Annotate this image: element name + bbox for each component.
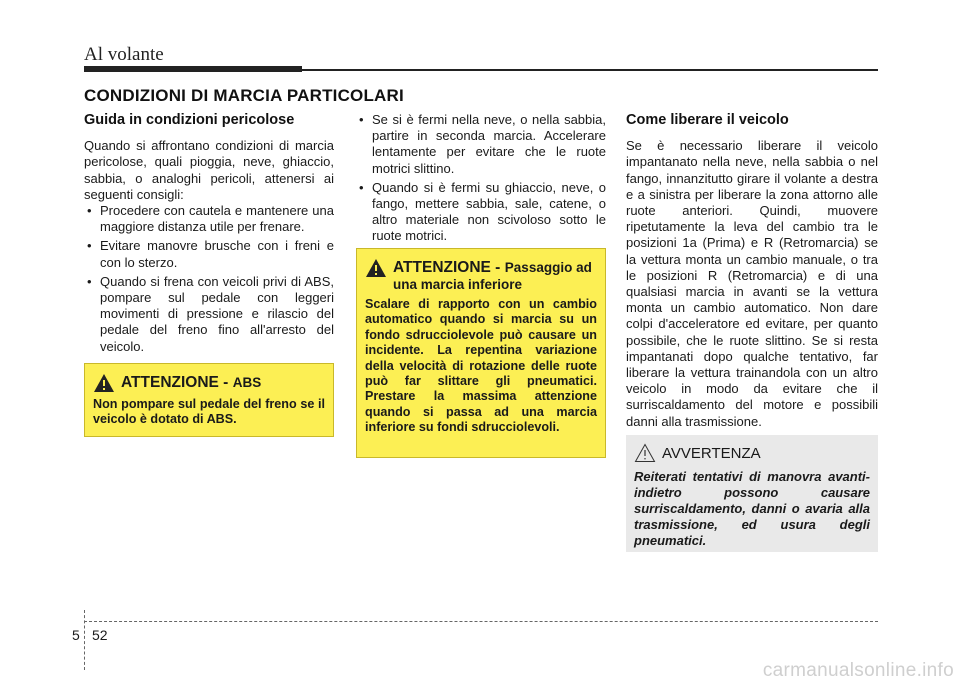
column2-bullet-list (356, 112, 606, 245)
note-title-row (634, 445, 870, 463)
list-item: • Se si è fermi nella neve, o nella sabbia, partire in seconda marcia. Accelerare lentamente per evitare che le ruote motrici slittino. (356, 112, 606, 177)
warning-title-main: ATTENZIONE - (121, 374, 229, 391)
column3-heading: Come liberare il veicolo (626, 112, 789, 128)
column-1 (84, 112, 334, 358)
note-body: Reiterati tentativi di manovra avanti-indietro possono causare surriscaldamento, danni o avaria alla trasmissione, ed usura degli pneumatici. (634, 469, 870, 548)
column-2 (356, 112, 606, 248)
column1-intro: Quando si affrontano condizioni di marcia pericolose, quali pioggia, neve, ghiaccio, sabbia, o analoghi pericoli, attenersi ai seguenti consigli: (84, 138, 334, 202)
caution-triangle-icon (634, 443, 656, 463)
warning-title-sub: ABS (232, 375, 262, 390)
chapter-number: 5 (72, 627, 80, 643)
warning-body: Scalare di rapporto con un cambio automatico quando si marcia su un fondo sdrucciolevole può causare un incidente. La repentina variazione della velocità di rotazione delle ruote può far slittare gli pneumatici. Prestare la massima attenzione quando si passa ad una marcia inferiore su fondi sdrucciolevoli. (365, 297, 597, 435)
column1-heading: Guida in condizioni pericolose (84, 112, 295, 128)
warning-triangle-icon (93, 373, 115, 393)
warning-title-main: ATTENZIONE - (393, 259, 501, 276)
header-rule-thin (302, 69, 878, 71)
crop-mark-horizontal (84, 621, 878, 622)
column-3 (626, 112, 878, 430)
header-rule-thick (84, 66, 302, 72)
column3-body: Se è necessario liberare il veicolo impantanato nella neve, nella sabbia o nel fango, innanzitutto girare il volante a destra e a sinistra per liberare la zona attorno alle ruote anteriori. Quindi, muovere ripetutamente la leva del cambio tra le posizioni 1a (Prima) e R (Retromarcia) se la vettura monta un cambio manuale, o tra le posizioni R (Retromarcia) e di una qualsiasi marcia in avanti se la vettura monta un cambio automatico. Non dare colpi d'acceleratore ed evitare, per quanto possibile, che le ruote slittino. Se si resta impantanati dopo qualche tentativo, far liberare la vettura trainandola con un altro veicolo in modo da evitare che il surriscaldamento del motore e possibili danni alla trasmissione. (626, 138, 878, 429)
section-title: CONDIZIONI DI MARCIA PARTICOLARI (84, 86, 404, 105)
list-item: • Quando si è fermi su ghiaccio, neve, o fango, mettere sabbia, sale, catene, o altro materiale non scivoloso sotto le ruote motrici. (356, 180, 606, 245)
list-item: • Evitare manovre brusche con i freni e con lo sterzo. (84, 238, 334, 270)
warning-title (365, 259, 597, 293)
warning-box-downshift (356, 248, 606, 458)
watermark-text: carmanualsonline.info (762, 660, 954, 681)
caution-note-box (626, 435, 878, 552)
warning-triangle-icon (365, 258, 387, 278)
warning-box-abs (84, 363, 334, 437)
page-header-title: Al volante (84, 44, 164, 65)
list-item: • Quando si frena con veicoli privi di ABS, pompare sul pedale con leggeri movimenti di pressione e rilascio del pedale del freno fino all'arresto del veicolo. (84, 274, 334, 355)
warning-title (93, 374, 325, 393)
list-item: • Procedere con cautela e mantenere una maggiore distanza utile per frenare. (84, 203, 334, 235)
warning-title-sub: Passaggio ad una marcia inferiore (393, 260, 592, 292)
page-number: 52 (92, 627, 108, 643)
note-title: AVVERTENZA (662, 445, 761, 462)
crop-mark-vertical (84, 610, 85, 670)
column1-bullet-list (84, 203, 334, 355)
warning-body: Non pompare sul pedale del freno se il veicolo è dotato di ABS. (93, 397, 325, 427)
